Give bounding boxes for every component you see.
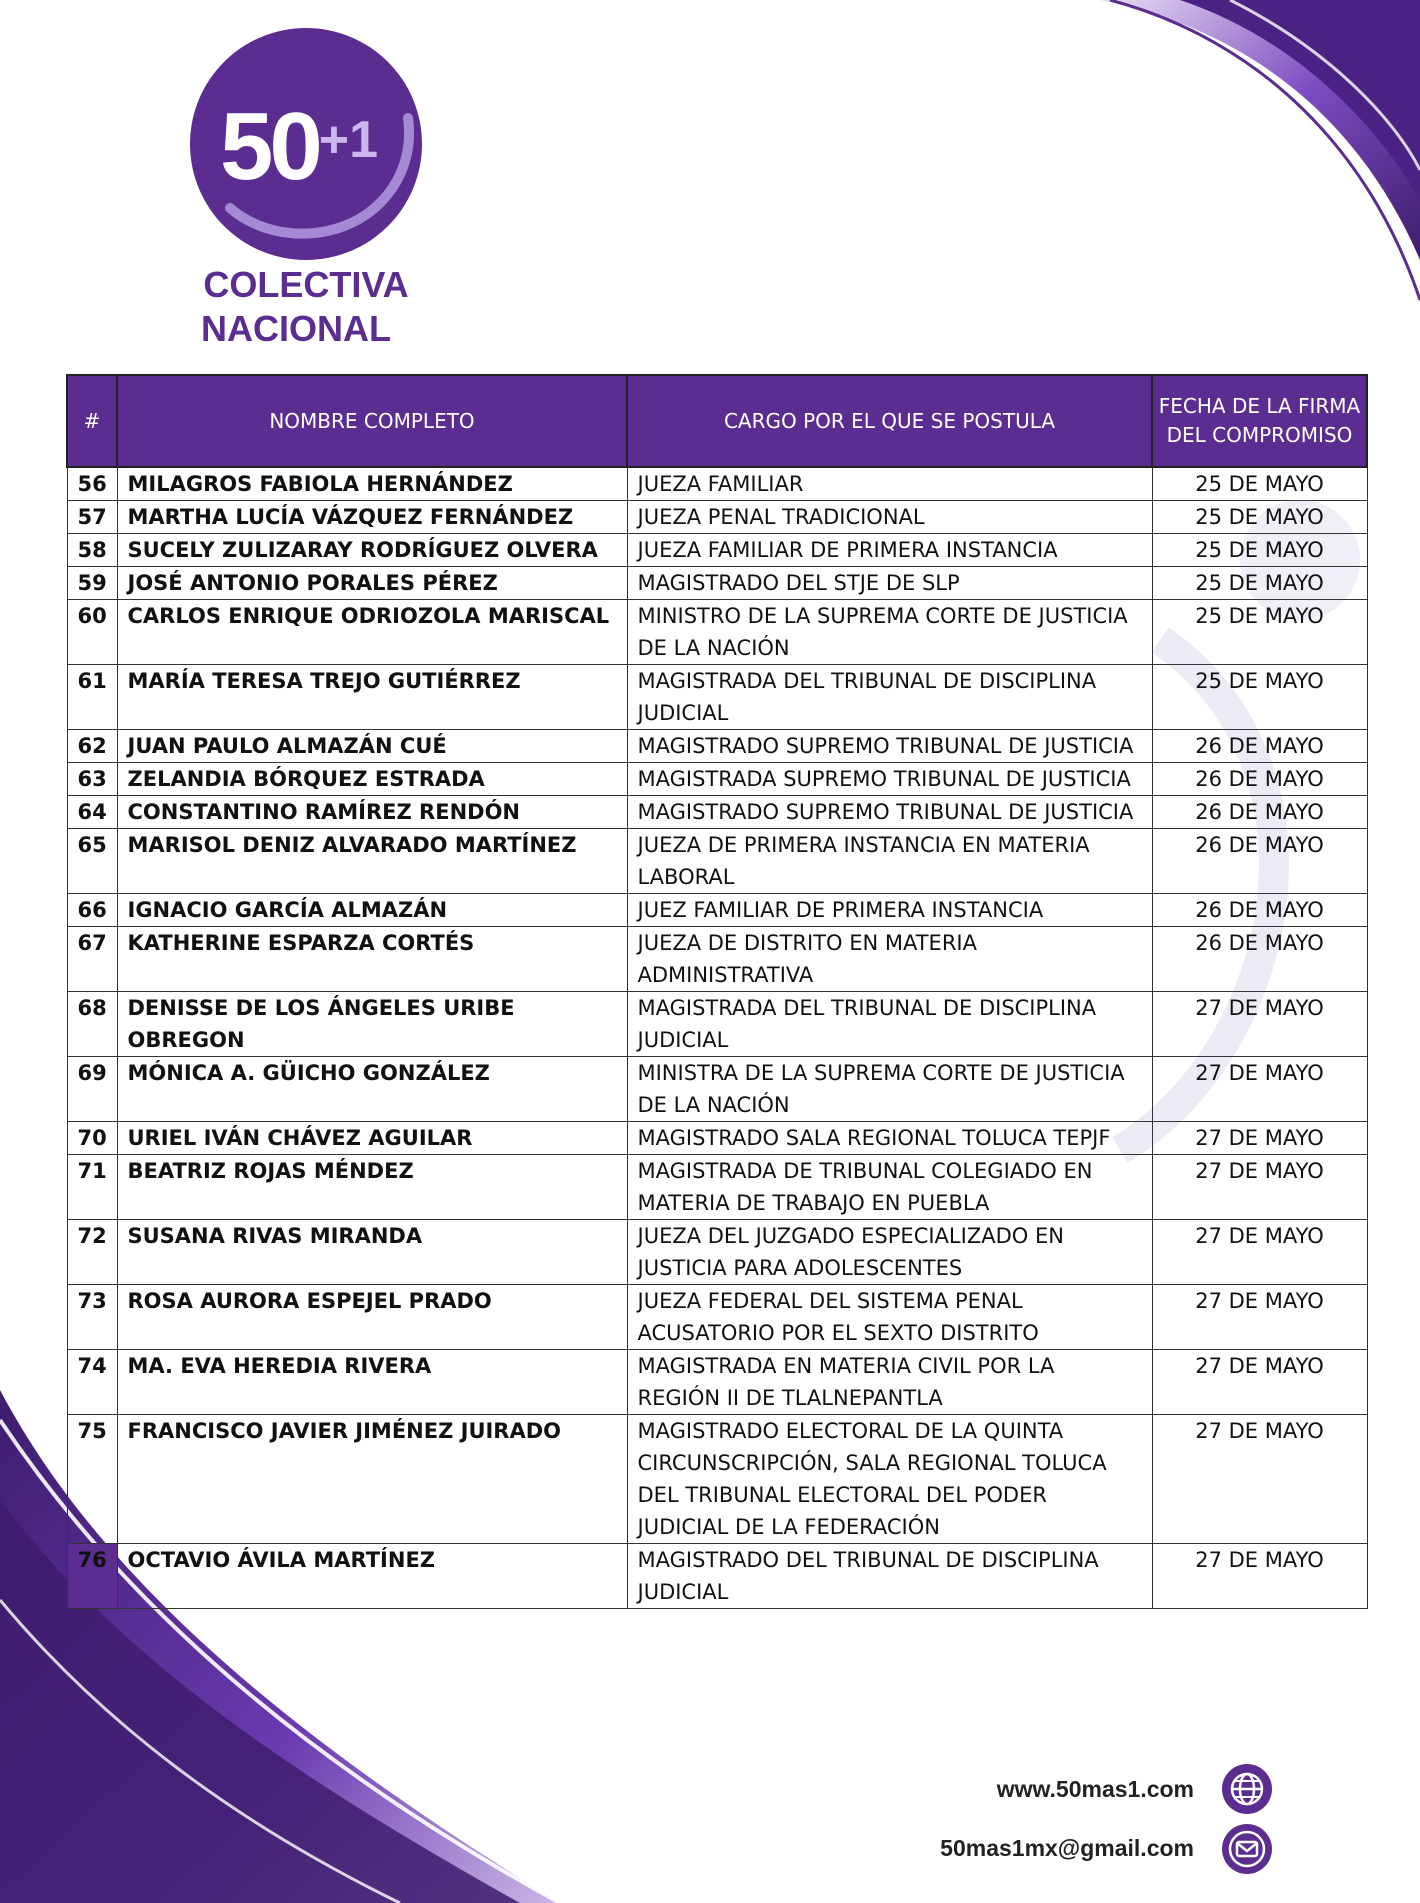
row-number: 56	[67, 467, 117, 501]
row-fecha: 25 DE MAYO	[1152, 467, 1367, 501]
row-fecha: 27 DE MAYO	[1152, 1155, 1367, 1220]
row-number: 58	[67, 534, 117, 567]
row-cargo: JUEZA DE DISTRITO EN MATERIA ADMINISTRATIVA	[627, 927, 1152, 992]
row-name: MA. EVA HEREDIA RIVERA	[117, 1350, 627, 1415]
logo	[190, 28, 430, 348]
row-fecha: 27 DE MAYO	[1152, 1350, 1367, 1415]
row-name: KATHERINE ESPARZA CORTÉS	[117, 927, 627, 992]
footer-website[interactable]: www.50mas1.com	[996, 1776, 1194, 1802]
table-row	[67, 1415, 1367, 1544]
row-cargo: MAGISTRADA DEL TRIBUNAL DE DISCIPLINA JUDICIAL	[627, 665, 1152, 730]
table-row	[67, 1350, 1367, 1415]
row-fecha: 27 DE MAYO	[1152, 992, 1367, 1057]
row-number: 74	[67, 1350, 117, 1415]
row-name: CARLOS ENRIQUE ODRIOZOLA MARISCAL	[117, 600, 627, 665]
row-cargo: MAGISTRADO SALA REGIONAL TOLUCA TEPJF	[627, 1122, 1152, 1155]
table-row	[67, 992, 1367, 1057]
row-cargo: MAGISTRADO SUPREMO TRIBUNAL DE JUSTICIA	[627, 796, 1152, 829]
row-fecha: 27 DE MAYO	[1152, 1415, 1367, 1544]
candidates-table	[66, 374, 1368, 1609]
row-name: FRANCISCO JAVIER JIMÉNEZ JUIRADO	[117, 1415, 627, 1544]
header-name: NOMBRE COMPLETO	[117, 375, 627, 467]
row-number: 71	[67, 1155, 117, 1220]
row-number: 68	[67, 992, 117, 1057]
row-fecha: 26 DE MAYO	[1152, 894, 1367, 927]
row-cargo: JUEZ FAMILIAR DE PRIMERA INSTANCIA	[627, 894, 1152, 927]
table-row	[67, 534, 1367, 567]
row-name: BEATRIZ ROJAS MÉNDEZ	[117, 1155, 627, 1220]
header-cargo: CARGO POR EL QUE SE POSTULA	[627, 375, 1152, 467]
footer-email[interactable]: 50mas1mx@gmail.com	[940, 1835, 1194, 1861]
row-name: OCTAVIO ÁVILA MARTÍNEZ	[117, 1544, 627, 1609]
row-cargo: MAGISTRADA EN MATERIA CIVIL POR LA REGIÓN II DE TLALNEPANTLA	[627, 1350, 1152, 1415]
row-cargo: MAGISTRADA SUPREMO TRIBUNAL DE JUSTICIA	[627, 763, 1152, 796]
table-row	[67, 796, 1367, 829]
table-row	[67, 501, 1367, 534]
row-fecha: 25 DE MAYO	[1152, 501, 1367, 534]
row-number: 60	[67, 600, 117, 665]
table-row	[67, 1220, 1367, 1285]
row-name: ROSA AURORA ESPEJEL PRADO	[117, 1285, 627, 1350]
row-name: MÓNICA A. GÜICHO GONZÁLEZ	[117, 1057, 627, 1122]
row-cargo: JUEZA FAMILIAR DE PRIMERA INSTANCIA	[627, 534, 1152, 567]
row-cargo: JUEZA FEDERAL DEL SISTEMA PENAL ACUSATORIO POR EL SEXTO DISTRITO	[627, 1285, 1152, 1350]
row-number: 57	[67, 501, 117, 534]
logo-plus: +1	[318, 111, 379, 169]
row-fecha: 25 DE MAYO	[1152, 600, 1367, 665]
row-fecha: 27 DE MAYO	[1152, 1122, 1367, 1155]
row-number: 66	[67, 894, 117, 927]
logo-line-1: COLECTIVA	[203, 264, 409, 305]
row-name: MARISOL DENIZ ALVARADO MARTÍNEZ	[117, 829, 627, 894]
table-row	[67, 1544, 1367, 1609]
row-number: 73	[67, 1285, 117, 1350]
row-name: ZELANDIA BÓRQUEZ ESTRADA	[117, 763, 627, 796]
table-row	[67, 763, 1367, 796]
row-number: 62	[67, 730, 117, 763]
row-number: 67	[67, 927, 117, 992]
row-name: MARÍA TERESA TREJO GUTIÉRREZ	[117, 665, 627, 730]
row-name: SUCELY ZULIZARAY RODRÍGUEZ OLVERA	[117, 534, 627, 567]
table-row	[67, 567, 1367, 600]
row-fecha: 27 DE MAYO	[1152, 1544, 1367, 1609]
row-number: 63	[67, 763, 117, 796]
row-name: IGNACIO GARCÍA ALMAZÁN	[117, 894, 627, 927]
table-row	[67, 894, 1367, 927]
row-fecha: 27 DE MAYO	[1152, 1220, 1367, 1285]
row-fecha: 26 DE MAYO	[1152, 763, 1367, 796]
row-name: JOSÉ ANTONIO PORALES PÉREZ	[117, 567, 627, 600]
row-number: 64	[67, 796, 117, 829]
row-cargo: MAGISTRADO ELECTORAL DE LA QUINTA CIRCUNSCRIPCIÓN, SALA REGIONAL TOLUCA DEL TRIBUNAL ELECTORAL DEL PODER JUDICIAL DE LA FEDERACIÓN	[627, 1415, 1152, 1544]
table-row	[67, 467, 1367, 501]
row-name: MARTHA LUCÍA VÁZQUEZ FERNÁNDEZ	[117, 501, 627, 534]
row-fecha: 26 DE MAYO	[1152, 927, 1367, 992]
row-number: 70	[67, 1122, 117, 1155]
row-number: 59	[67, 567, 117, 600]
table-row	[67, 1285, 1367, 1350]
row-name: URIEL IVÁN CHÁVEZ AGUILAR	[117, 1122, 627, 1155]
row-number: 61	[67, 665, 117, 730]
envelope-icon	[1222, 1824, 1272, 1874]
row-cargo: JUEZA DEL JUZGADO ESPECIALIZADO EN JUSTICIA PARA ADOLESCENTES	[627, 1220, 1152, 1285]
table-header-row	[67, 375, 1367, 467]
table-row	[67, 1122, 1367, 1155]
table-row	[67, 730, 1367, 763]
row-name: JUAN PAULO ALMAZÁN CUÉ	[117, 730, 627, 763]
row-cargo: MINISTRO DE LA SUPREMA CORTE DE JUSTICIA DE LA NACIÓN	[627, 600, 1152, 665]
row-cargo: MAGISTRADA DE TRIBUNAL COLEGIADO EN MATERIA DE TRABAJO EN PUEBLA	[627, 1155, 1152, 1220]
row-cargo: JUEZA FAMILIAR	[627, 467, 1152, 501]
row-cargo: MINISTRA DE LA SUPREMA CORTE DE JUSTICIA DE LA NACIÓN	[627, 1057, 1152, 1122]
table-row	[67, 1057, 1367, 1122]
row-fecha: 25 DE MAYO	[1152, 567, 1367, 600]
row-number: 69	[67, 1057, 117, 1122]
row-name: SUSANA RIVAS MIRANDA	[117, 1220, 627, 1285]
row-number: 76	[67, 1544, 117, 1609]
header-fecha: FECHA DE LA FIRMA DEL COMPROMISO	[1152, 375, 1367, 467]
row-fecha: 26 DE MAYO	[1152, 796, 1367, 829]
table-row	[67, 600, 1367, 665]
header-num: #	[67, 375, 117, 467]
row-cargo: JUEZA DE PRIMERA INSTANCIA EN MATERIA LABORAL	[627, 829, 1152, 894]
row-cargo: MAGISTRADO SUPREMO TRIBUNAL DE JUSTICIA	[627, 730, 1152, 763]
row-number: 65	[67, 829, 117, 894]
table-row	[67, 829, 1367, 894]
row-fecha: 26 DE MAYO	[1152, 829, 1367, 894]
row-name: CONSTANTINO RAMÍREZ RENDÓN	[117, 796, 627, 829]
row-cargo: JUEZA PENAL TRADICIONAL	[627, 501, 1152, 534]
row-name: DENISSE DE LOS ÁNGELES URIBE OBREGON	[117, 992, 627, 1057]
logo-number: $50^{+1}$	[220, 93, 379, 200]
row-number: 72	[67, 1220, 117, 1285]
row-cargo: MAGISTRADO DEL TRIBUNAL DE DISCIPLINA JUDICIAL	[627, 1544, 1152, 1609]
row-cargo: MAGISTRADA DEL TRIBUNAL DE DISCIPLINA JUDICIAL	[627, 992, 1152, 1057]
table-row	[67, 1155, 1367, 1220]
globe-icon	[1222, 1764, 1272, 1814]
logo-line-2: NACIONAL	[201, 308, 391, 349]
row-name: MILAGROS FABIOLA HERNÁNDEZ	[117, 467, 627, 501]
table-row	[67, 927, 1367, 992]
row-fecha: 25 DE MAYO	[1152, 534, 1367, 567]
row-cargo: MAGISTRADO DEL STJE DE SLP	[627, 567, 1152, 600]
row-fecha: 27 DE MAYO	[1152, 1285, 1367, 1350]
row-fecha: 26 DE MAYO	[1152, 730, 1367, 763]
table-row	[67, 665, 1367, 730]
row-number: 75	[67, 1415, 117, 1544]
row-fecha: 25 DE MAYO	[1152, 665, 1367, 730]
row-fecha: 27 DE MAYO	[1152, 1057, 1367, 1122]
